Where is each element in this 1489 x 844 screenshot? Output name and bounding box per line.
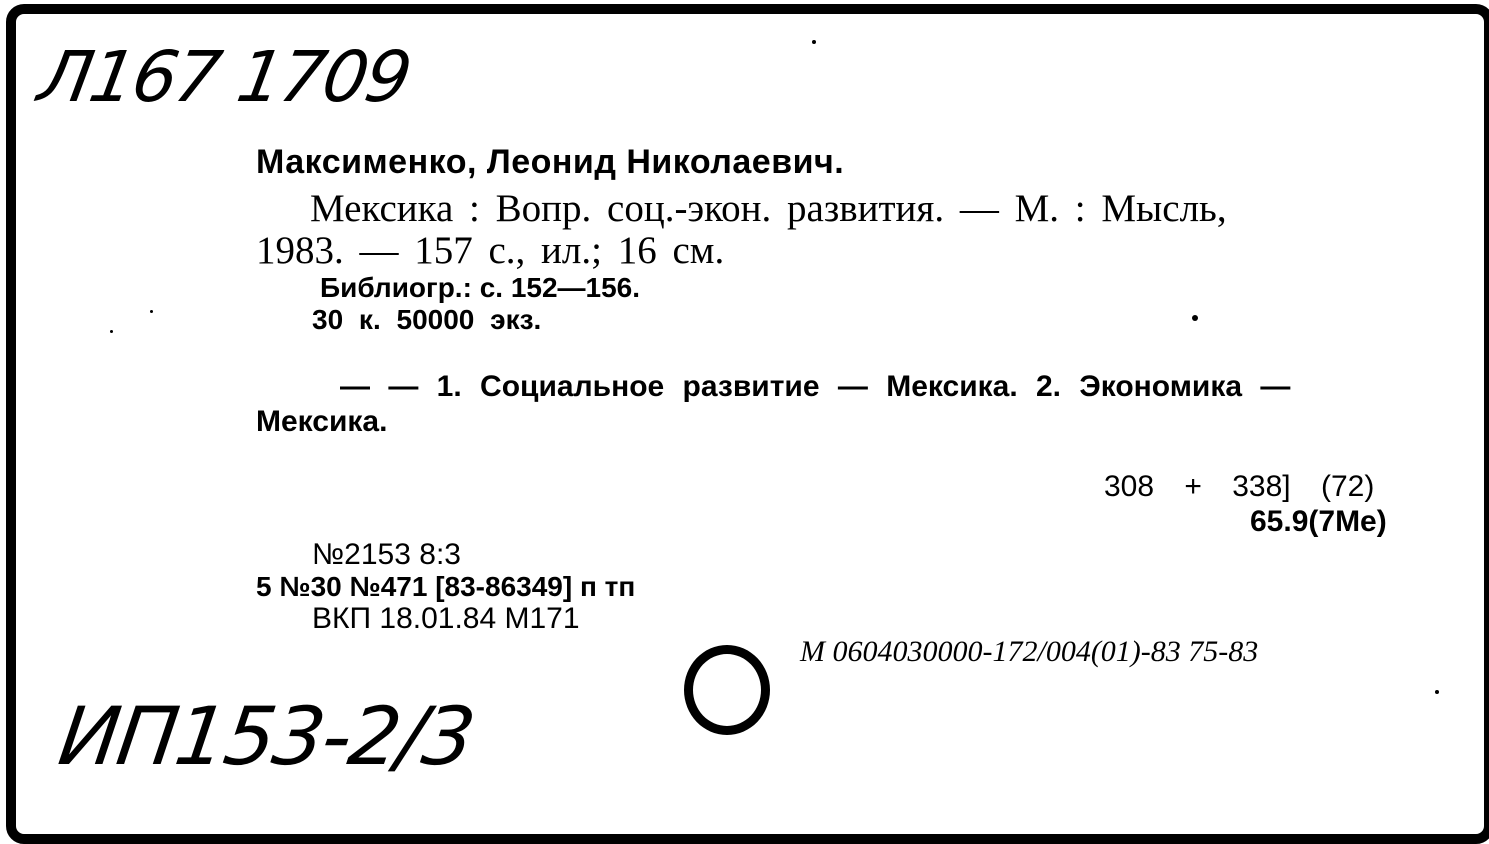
- author-heading: Максименко, Леонид Николаевич.: [256, 143, 845, 181]
- speck: [110, 330, 113, 333]
- title-line-2: 1983. — 157 с., ил.; 16 см.: [256, 229, 725, 272]
- handwritten-shelf-mark: ИП153-2/3: [53, 690, 479, 783]
- speck: [1435, 690, 1439, 694]
- subject-headings-line-2: Мексика.: [256, 405, 388, 438]
- bbk-classification: 65.9(7Ме): [1250, 505, 1387, 538]
- speck: [1192, 315, 1198, 321]
- speck: [150, 310, 153, 313]
- speck: [812, 40, 816, 44]
- punch-hole-icon: [684, 645, 770, 735]
- price-circulation: 30 к. 50000 экз.: [312, 304, 542, 335]
- bibliography-note: Библиогр.: с. 152—156.: [320, 272, 641, 303]
- udc-classification: 308 + 338] (72): [1104, 470, 1375, 503]
- title-line-1: Мексика : Вопр. соц.-экон. развития. — М. : Мысль,: [310, 187, 1227, 230]
- catalog-code: М 0604030000-172/004(01)-83 75-83: [800, 635, 1259, 668]
- order-number: №2153 8:3: [312, 538, 461, 571]
- print-details: 5 №30 №471 [83-86349] п тп: [256, 571, 636, 602]
- subject-headings-line-1: — — 1. Социальное развитие — Мексика. 2. Экономика —: [340, 370, 1291, 403]
- handwritten-call-number: Л167 1709: [32, 36, 416, 118]
- vkp-line: ВКП 18.01.84 М171: [312, 602, 580, 635]
